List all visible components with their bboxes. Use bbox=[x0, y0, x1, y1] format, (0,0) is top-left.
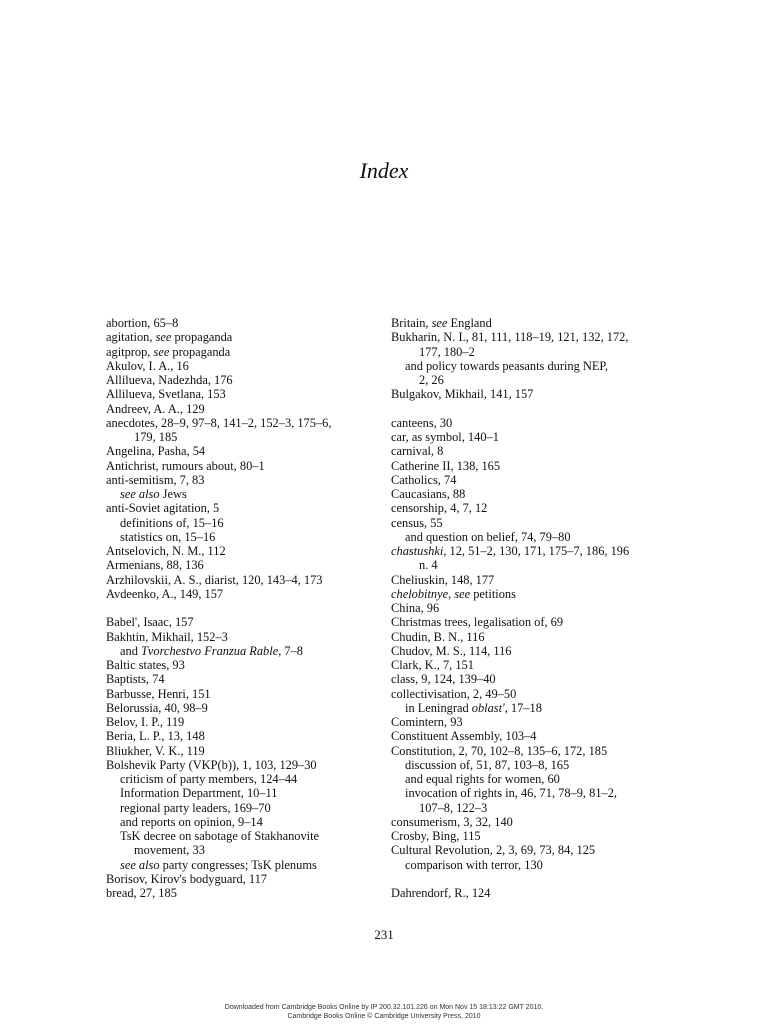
index-title: Index bbox=[359, 158, 409, 183]
index-entry: definitions of, 15–16 bbox=[120, 515, 224, 530]
index-entry: Chudin, B. N., 116 bbox=[391, 629, 485, 644]
index-entry: in Leningrad oblast', 17–18 bbox=[405, 700, 542, 715]
index-entry: criticism of party members, 124–44 bbox=[120, 772, 298, 786]
index-entry: agitprop, see propaganda bbox=[106, 344, 231, 359]
index-column-right bbox=[391, 316, 657, 900]
index-entry: Crosby, Bing, 115 bbox=[391, 829, 481, 843]
index-entry: Allilueva, Nadezhda, 176 bbox=[106, 373, 233, 387]
index-entry: 179, 185 bbox=[134, 430, 178, 444]
footer-line-2: Cambridge Books Online © Cambridge University Press, 2010 bbox=[287, 1012, 481, 1020]
index-entry: Britain, see England bbox=[391, 316, 492, 330]
index-entry: and equal rights for women, 60 bbox=[405, 772, 560, 786]
index-entry: 177, 180–2 bbox=[419, 344, 475, 359]
index-entry: Avdeenko, A., 149, 157 bbox=[106, 586, 224, 601]
index-entry: Cheliuskin, 148, 177 bbox=[391, 572, 495, 587]
index-entry: 2, 26 bbox=[419, 373, 444, 387]
index-entry: bread, 27, 185 bbox=[106, 886, 177, 900]
index-entry: Chudov, M. S., 114, 116 bbox=[391, 643, 512, 658]
index-entry: anti-Soviet agitation, 5 bbox=[106, 501, 220, 516]
index-entry: and Tvorchestvo Franzua Rable, 7–8 bbox=[120, 643, 303, 658]
index-entry: Constitution, 2, 70, 102–8, 135–6, 172, 185 bbox=[391, 743, 608, 758]
download-footer bbox=[0, 1004, 768, 1021]
index-entry: Beria, L. P., 13, 148 bbox=[106, 729, 205, 744]
index-entry: n. 4 bbox=[419, 558, 438, 573]
index-entry: Andreev, A. A., 129 bbox=[106, 401, 205, 416]
index-entry: see also party congresses; TsK plenums bbox=[120, 857, 317, 872]
index-entry: Comintern, 93 bbox=[391, 715, 463, 729]
index-column-left bbox=[106, 316, 374, 900]
index-entry: Baptists, 74 bbox=[106, 672, 165, 687]
index-gap bbox=[391, 872, 657, 886]
index-entry: Catholics, 74 bbox=[391, 472, 457, 487]
index-entry: Antichrist, rumours about, 80–1 bbox=[106, 458, 265, 473]
index-entry: Angelina, Pasha, 54 bbox=[106, 444, 206, 459]
index-entry: invocation of rights in, 46, 71, 78–9, 81–2, bbox=[405, 786, 618, 801]
index-entry: Antselovich, N. M., 112 bbox=[106, 544, 226, 558]
index-entry: agitation, see propaganda bbox=[106, 330, 233, 345]
index-entry: Christmas trees, legalisation of, 69 bbox=[391, 615, 564, 630]
index-entry: Belov, I. P., 119 bbox=[106, 715, 185, 729]
index-entry: 107–8, 122–3 bbox=[419, 800, 488, 815]
index-entry: comparison with terror, 130 bbox=[405, 857, 543, 872]
index-entry: statistics on, 15–16 bbox=[120, 529, 216, 544]
index-entry: carnival, 8 bbox=[391, 444, 444, 459]
index-entry: regional party leaders, 169–70 bbox=[120, 800, 271, 815]
index-entry: canteens, 30 bbox=[391, 415, 453, 430]
index-entry: class, 9, 124, 139–40 bbox=[391, 672, 496, 687]
index-entry: Clark, K., 7, 151 bbox=[391, 658, 474, 672]
index-entry: Baltic states, 93 bbox=[106, 658, 185, 672]
index-entry: Bukharin, N. I., 81, 111, 118–19, 121, 132, 172, bbox=[391, 330, 629, 345]
index-gap bbox=[391, 402, 657, 416]
index-entry: Bulgakov, Mikhail, 141, 157 bbox=[391, 387, 534, 402]
index-entry: and reports on opinion, 9–14 bbox=[120, 814, 263, 829]
index-entry: Dahrendorf, R., 124 bbox=[391, 886, 491, 900]
index-entry: abortion, 65–8 bbox=[106, 316, 179, 330]
index-entry: Catherine II, 138, 165 bbox=[391, 458, 501, 473]
index-entry: censorship, 4, 7, 12 bbox=[391, 501, 488, 516]
index-entry: Akulov, I. A., 16 bbox=[106, 358, 189, 373]
footer-line-1: Downloaded from Cambridge Books Online by IP 200.32.101.226 on Mon Nov 15 18:13:22 GMT 2010. bbox=[224, 1004, 544, 1011]
index-entry: and policy towards peasants during NEP, bbox=[405, 358, 609, 373]
index-entry: Bliukher, V. K., 119 bbox=[106, 743, 205, 758]
index-entry: Caucasians, 88 bbox=[391, 487, 466, 501]
index-entry: Bakhtin, Mikhail, 152–3 bbox=[106, 629, 228, 644]
index-entry: consumerism, 3, 32, 140 bbox=[391, 814, 513, 829]
index-entry: Borisov, Kirov's bodyguard, 117 bbox=[106, 871, 268, 886]
index-entry: and question on belief, 74, 79–80 bbox=[405, 529, 571, 544]
index-entry: collectivisation, 2, 49–50 bbox=[391, 686, 517, 701]
index-entry: chastushki, 12, 51–2, 130, 171, 175–7, 186, 196 bbox=[391, 544, 630, 558]
index-entry: Cultural Revolution, 2, 3, 69, 73, 84, 125 bbox=[391, 843, 596, 858]
index-entry: Barbusse, Henri, 151 bbox=[106, 686, 211, 701]
index-entry: Information Department, 10–11 bbox=[120, 786, 278, 801]
index-entry: anti-semitism, 7, 83 bbox=[106, 472, 205, 487]
index-entry: Bolshevik Party (VKP(b)), 1, 103, 129–30 bbox=[106, 757, 317, 772]
index-entry: anecdotes, 28–9, 97–8, 141–2, 152–3, 175–6, bbox=[106, 415, 332, 430]
index-entry: TsK decree on sabotage of Stakhanovite bbox=[120, 829, 320, 843]
index-entry: Arzhilovskii, A. S., diarist, 120, 143–4, 173 bbox=[106, 572, 323, 587]
index-entry: Armenians, 88, 136 bbox=[106, 558, 204, 573]
index-gap bbox=[106, 601, 374, 615]
index-entry: Babel', Isaac, 157 bbox=[106, 615, 194, 630]
index-entry: China, 96 bbox=[391, 601, 440, 615]
index-entry: chelobitnye, see petitions bbox=[391, 586, 516, 601]
index-entry: discussion of, 51, 87, 103–8, 165 bbox=[405, 757, 570, 772]
index-entry: Belorussia, 40, 98–9 bbox=[106, 700, 208, 715]
index-entry: see also Jews bbox=[120, 487, 187, 501]
index-entry: Constituent Assembly, 103–4 bbox=[391, 729, 537, 744]
index-entry: census, 55 bbox=[391, 515, 443, 530]
page-number: 231 bbox=[374, 927, 394, 942]
index-entry: movement, 33 bbox=[134, 843, 205, 858]
index-entry: Allilueva, Svetlana, 153 bbox=[106, 387, 226, 402]
index-entry: car, as symbol, 140–1 bbox=[391, 430, 499, 444]
